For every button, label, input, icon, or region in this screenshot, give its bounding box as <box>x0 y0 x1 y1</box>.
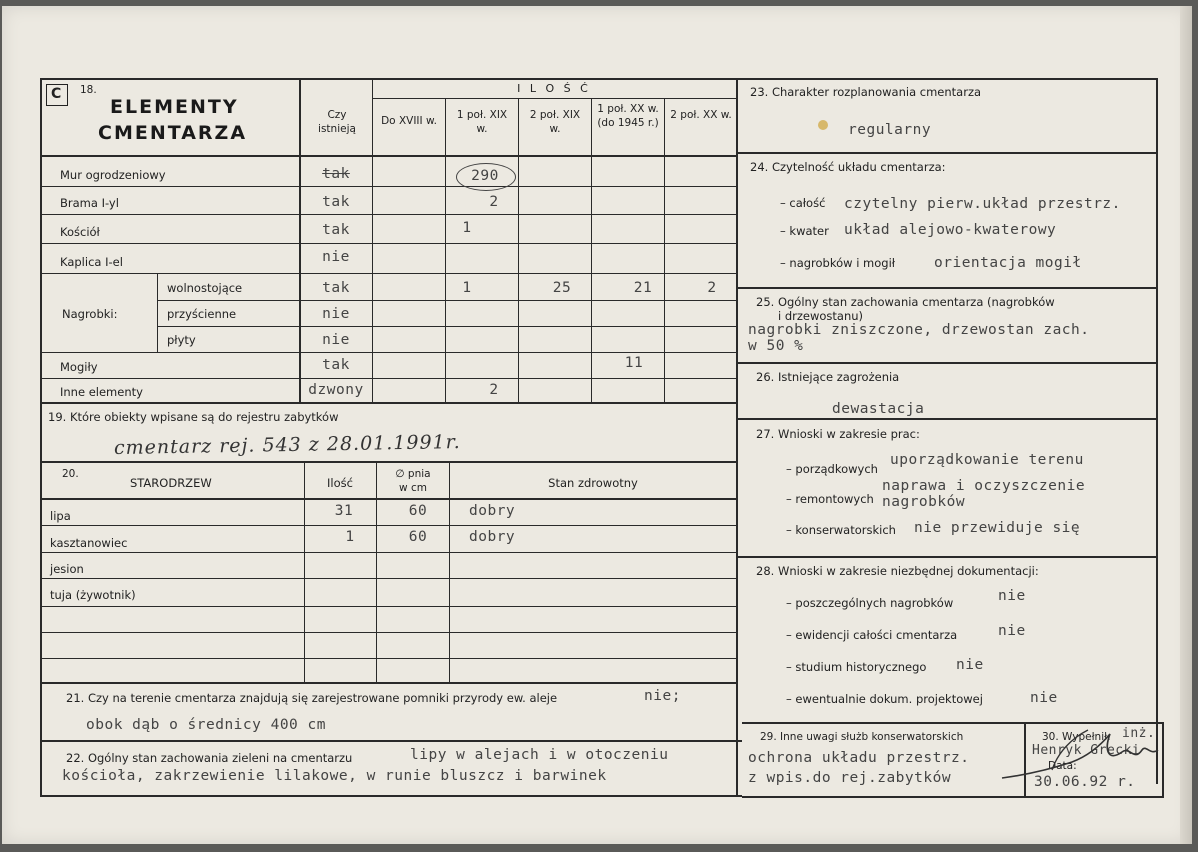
rule <box>445 98 446 402</box>
exists-value: tak <box>322 166 350 182</box>
rule <box>736 78 738 796</box>
rule <box>736 152 1158 154</box>
rule <box>742 796 1164 798</box>
filled-by-title: inż. <box>1122 726 1156 741</box>
works-item-label: – konserwatorskich <box>786 523 896 537</box>
remarks-label: 29. Inne uwagi służb konserwatorskich <box>760 731 964 743</box>
layout-value: regularny <box>848 122 932 138</box>
qty-value: 1 <box>462 280 472 296</box>
rule <box>157 326 736 327</box>
rule <box>40 795 742 797</box>
rule <box>40 78 1158 80</box>
greenery-value: kościoła, zakrzewienie lilakowe, w runie bluszcz i barwinek <box>62 768 607 784</box>
rule <box>40 352 736 353</box>
legibility-item-label: – nagrobków i mogił <box>780 256 896 270</box>
works-item-value: uporządkowanie terenu <box>890 452 1084 468</box>
documentation-label: 28. Wnioski w zakresie niezbędnej dokumentacji: <box>756 564 1039 578</box>
rule <box>40 186 736 187</box>
rule <box>372 78 373 402</box>
exists-value: tak <box>322 357 350 373</box>
rule <box>40 525 736 526</box>
legibility-item-value: orientacja mogił <box>934 255 1082 271</box>
period-header: 1 poł. XX w. (do 1945 r.) <box>597 103 659 129</box>
row-label: wolnostojące <box>167 281 243 295</box>
row-label: Mogiły <box>60 360 98 374</box>
row-label: przyścienne <box>167 307 237 321</box>
legibility-item-label: – całość <box>780 196 826 210</box>
filled-by-label: 30. Wypełnił: <box>1042 731 1111 743</box>
exists-value: nie <box>322 249 350 265</box>
rule <box>40 578 736 579</box>
rule <box>40 498 736 500</box>
rule <box>449 461 450 683</box>
rule <box>299 78 301 402</box>
exists-value: tak <box>322 194 350 210</box>
rule <box>40 740 742 742</box>
row-label: Mur ogrodzeniowy <box>60 168 166 182</box>
section-letter: C <box>51 86 62 102</box>
works-item-value: naprawa i oczyszczenie <box>882 478 1086 494</box>
tree-health: dobry <box>469 503 516 519</box>
documentation-item-value: nie <box>1030 690 1058 706</box>
rule <box>1156 78 1158 784</box>
period-header: 2 poł. XX w. <box>670 109 732 121</box>
rule <box>40 682 736 684</box>
works-item-value: nie przewiduje się <box>914 520 1081 536</box>
page-title-line2: CMENTARZA <box>98 122 248 144</box>
greenery-label: 22. Ogólny stan zachowania zieleni na cmentarzu <box>66 751 353 765</box>
rule <box>157 300 736 301</box>
rule <box>518 98 519 402</box>
exists-column-header: Czy istnieją <box>318 109 356 135</box>
legibility-item-value: czytelny pierw.układ przestrz. <box>844 196 1121 212</box>
trees-number: 20. <box>62 468 79 480</box>
greenery-value: lipy w alejach i w otoczeniu <box>410 747 669 763</box>
filled-by-name: Henryk Grecki <box>1032 743 1141 758</box>
record-card <box>2 6 1190 844</box>
documentation-item-value: nie <box>956 657 984 673</box>
documentation-item-label: – ewidencji całości cmentarza <box>786 628 958 642</box>
rule <box>40 378 736 379</box>
signature <box>992 716 1162 796</box>
tree-name: lipa <box>50 509 71 523</box>
trees-diameter-unit: w cm <box>399 482 427 494</box>
row-label: Inne elementy <box>60 385 143 399</box>
rule <box>1162 722 1164 798</box>
trees-header: STARODRZEW <box>130 476 212 490</box>
threats-value: dewastacja <box>832 401 925 417</box>
rule <box>40 606 736 607</box>
stain <box>818 120 828 130</box>
exists-value: dzwony <box>308 382 364 398</box>
tree-diameter: 60 <box>408 503 428 519</box>
rule <box>40 658 736 659</box>
legibility-item-value: układ alejowo-kwaterowy <box>844 222 1057 238</box>
condition-label: i drzewostanu) <box>778 309 864 323</box>
row-label: płyty <box>167 333 196 347</box>
rule <box>372 98 736 99</box>
rule <box>40 552 736 553</box>
documentation-item-label: – ewentualnie dokum. projektowej <box>786 692 983 706</box>
row-label: Kaplica I-el <box>60 255 123 269</box>
works-item-value: nagrobków <box>882 494 966 510</box>
documentation-item-label: – poszczególnych nagrobków <box>786 596 954 610</box>
registry-label: 19. Które obiekty wpisane są do rejestru zabytków <box>48 410 339 424</box>
rule <box>40 632 736 633</box>
qty-value: 2 <box>489 194 499 210</box>
works-item-label: – remontowych <box>786 492 874 506</box>
condition-label: 25. Ogólny stan zachowania cmentarza (nagrobków <box>756 295 1055 309</box>
layout-label: 23. Charakter rozplanowania cmentarza <box>750 85 982 99</box>
row-label: Brama I-yl <box>60 196 119 210</box>
qty-value: 25 <box>552 280 572 296</box>
condition-value: nagrobki zniszczone, drzewostan zach. <box>748 322 1090 338</box>
threats-label: 26. Istniejące zagrożenia <box>756 370 900 384</box>
tree-qty: 1 <box>345 529 355 545</box>
remarks-value: ochrona układu przestrz. <box>748 750 970 766</box>
quantity-header: I L O Ś Ć <box>517 82 591 95</box>
qty-value: 2 <box>489 382 499 398</box>
filled-by-date-label: Data: <box>1048 760 1077 772</box>
nature-value: obok dąb o średnicy 400 cm <box>86 717 326 733</box>
exists-value: nie <box>322 306 350 322</box>
qty-value: 290 <box>471 168 499 184</box>
tree-name: jesion <box>50 562 84 576</box>
registry-value: cmentarz rej. 543 z 28.01.1991r. <box>113 430 461 460</box>
rule <box>376 461 377 683</box>
qty-value: 11 <box>624 355 644 371</box>
qty-value: 1 <box>462 220 472 236</box>
works-label: 27. Wnioski w zakresie prac: <box>756 427 920 441</box>
qty-value: 21 <box>633 280 653 296</box>
trees-diameter-header: ∅ pnia <box>395 468 431 480</box>
tree-qty: 31 <box>334 503 354 519</box>
rule <box>304 461 305 683</box>
page-title-line1: ELEMENTY <box>110 96 239 118</box>
rule <box>40 214 736 215</box>
legibility-label: 24. Czytelność układu cmentarza: <box>750 160 946 174</box>
rule <box>736 418 1158 420</box>
section-number: 18. <box>80 84 97 96</box>
rule <box>157 273 158 352</box>
period-header: 2 poł. XIX w. <box>529 109 581 135</box>
trees-health-header: Stan zdrowotny <box>548 476 638 490</box>
period-header: Do XVIII w. <box>381 115 437 127</box>
remarks-value: z wpis.do rej.zabytków <box>748 770 952 786</box>
rule <box>736 362 1158 364</box>
tree-health: dobry <box>469 529 516 545</box>
graves-label: Nagrobki: <box>62 307 118 321</box>
tree-name: kasztanowiec <box>50 536 128 550</box>
rule <box>736 287 1158 289</box>
documentation-item-value: nie <box>998 623 1026 639</box>
rule <box>736 556 1158 558</box>
rule <box>40 402 736 404</box>
rule <box>40 273 736 274</box>
tree-name: tuja (żywotnik) <box>50 588 136 602</box>
rule <box>40 155 736 157</box>
nature-label: 21. Czy na terenie cmentarza znajdują się zarejestrowane pomniki przyrody ew. aleje <box>66 691 558 705</box>
condition-value: w 50 % <box>748 338 804 354</box>
period-header: 1 poł. XIX w. <box>456 109 508 135</box>
works-item-label: – porządkowych <box>786 462 878 476</box>
row-label: Kościół <box>60 225 100 239</box>
tree-diameter: 60 <box>408 529 428 545</box>
nature-answer: nie; <box>644 688 681 704</box>
documentation-item-value: nie <box>998 588 1026 604</box>
documentation-item-label: – studium historycznego <box>786 660 927 674</box>
exists-value: nie <box>322 332 350 348</box>
trees-qty-header: Ilość <box>327 476 353 490</box>
exists-value: tak <box>322 280 350 296</box>
legibility-item-label: – kwater <box>780 224 829 238</box>
filled-by-date: 30.06.92 r. <box>1034 774 1136 790</box>
rule <box>40 243 736 244</box>
qty-value: 2 <box>707 280 717 296</box>
exists-value: tak <box>322 222 350 238</box>
rule <box>40 461 736 463</box>
